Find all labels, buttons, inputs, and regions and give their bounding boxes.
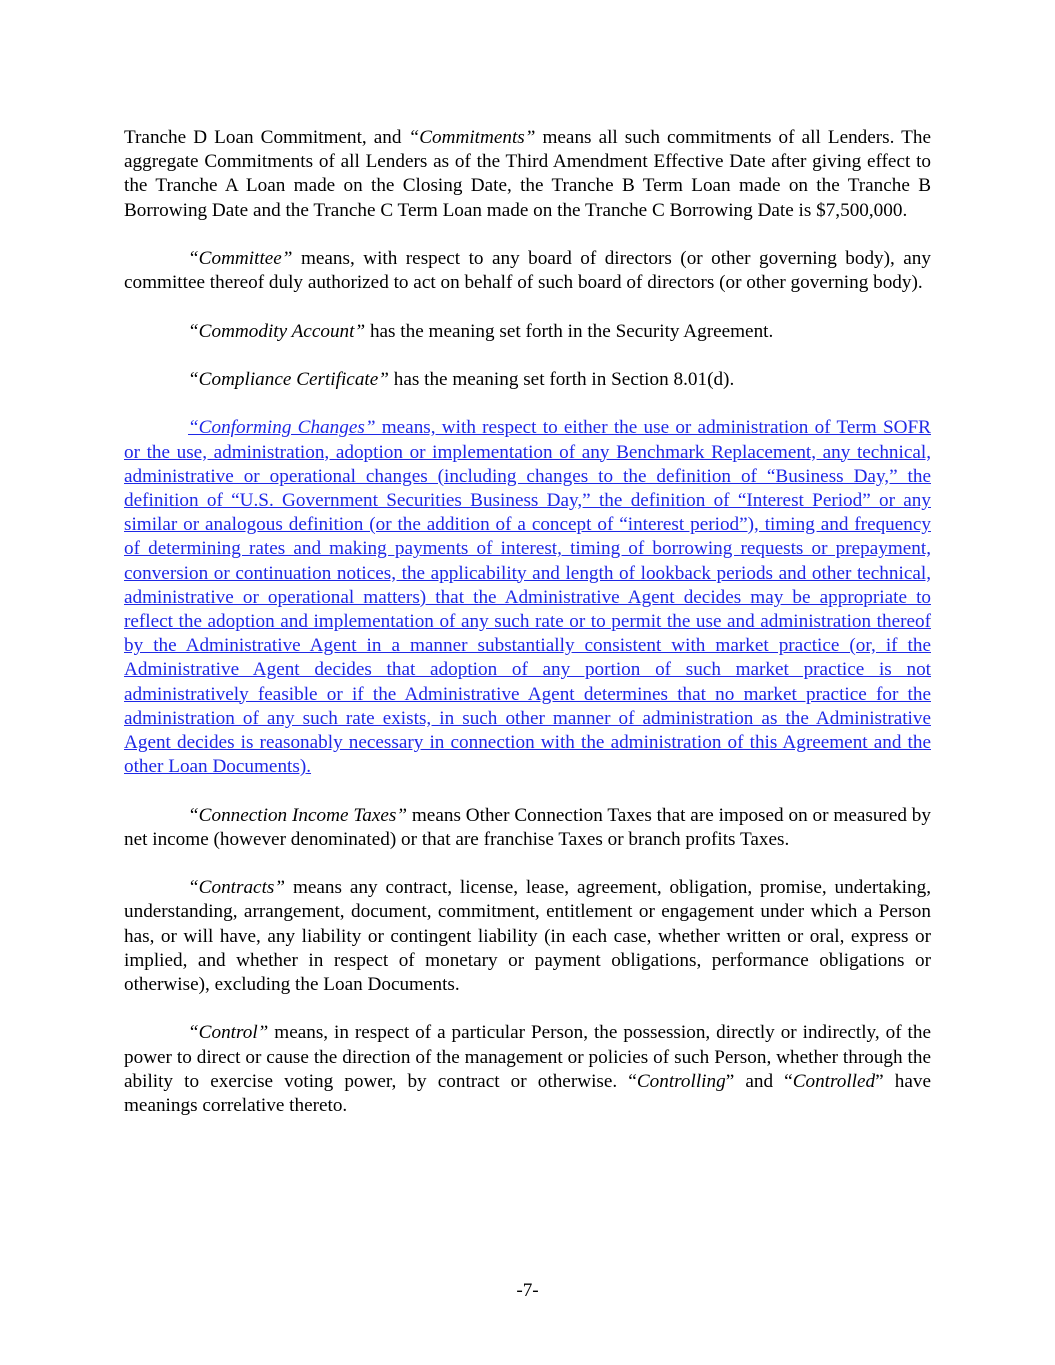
definition-text: means Other Connection Taxes that are imposed on or measured by net income (however denominated) or that are franchise Taxes or branch profits Taxes. [124,804,931,850]
defined-term: “Compliance Certificate” [188,368,389,390]
definition-text: ” have meanings correlative thereto. [124,1070,931,1117]
definition-text: has the meaning set forth in Section 8.01(d). [388,368,735,390]
page-number: -7- [516,1280,539,1301]
definition-contracts [124,876,931,997]
definition-text: means, with respect to any board of directors (or other governing body), any committee thereof duly authorized to act on behalf of such board of directors (or other governing body). [124,248,931,294]
definition-text: means, with respect to either the use or administration of Term SOFR or the use, administration, adoption or implementation of any Benchmark Replacement, any technical, administrative or operational changes (including changes to the definition of “Business Day,” the definition of “U.S. Government Securities Business Day,” the definition of “Interest Period” or any similar or analogous definition (or the addition of a concept of “interest period”), timing and frequency of determining rates and making payments of interest, timing of borrowing requests or prepayment, conversion or continuation notices, the applicability and length of lookback periods and other technical, administrative or operational matters) that the Administrative Agent decides may be appropriate to reflect the adoption and implementation of any such rate or to permit the use and administration thereof by the Administrative Agent in a manner substantially consistent with market practice (or, if the Administrative Agent decides that adoption of any portion of such market practice is not administratively feasible or if the Administrative Agent determines that no market practice for the administration of any such rate exists, in such other manner of administration as the Administrative Agent decides is reasonably necessary in connection with the administration of this Agreement and the other Loan Documents). [124,417,931,778]
definition-control [124,1021,931,1118]
definition-compliance-certificate [124,368,931,392]
definition-conforming-changes-inserted [124,416,931,779]
definition-committee [124,247,931,295]
defined-term: “Commodity Account” [188,320,366,342]
defined-term: “Commitments” [408,127,536,148]
defined-term: Controlled [792,1070,876,1092]
defined-term: “Control” [188,1022,269,1044]
document-body [124,126,931,1142]
defined-term: “Contracts” [188,877,286,899]
defined-term: “Connection Income Taxes” [188,804,408,826]
definition-text: has the meaning set forth in the Security Agreement. [365,320,774,342]
definition-text: means, in respect of a particular Person, the possession, directly or indirectly, of the power to direct or cause the direction of the management or policies of such Person, whether through the ability to exercise voting power, by contract or otherwise. “ [124,1022,931,1092]
paragraph-text: Tranche D Loan Commitment, and [124,127,409,148]
definition-text: means any contract, license, lease, agreement, obligation, promise, undertaking, understanding, arrangement, document, commitment, entitlement or engagement under which a Person has, or will have, any liability or contingent liability (in each case, whether written or oral, express or implied, and whether in respect of monetary or payment obligations, performance obligations or otherwise), excluding the Loan Documents. [124,877,931,996]
paragraph-text: means all such commitments of all Lenders. The aggregate Commitments of all Lenders as of the Third Amendment Effective Date after giving effect to the Tranche A Loan made on the Closing Date, the Tranche B Term Loan made on the Tranche B Borrowing Date and the Tranche C Term Loan made on the Tranche C Borrowing Date is $7,500,000. [124,127,931,221]
definition-commodity-account [124,320,931,344]
defined-term: Controlling [636,1070,726,1092]
defined-term: “Committee” [188,248,293,269]
definition-connection-income-taxes [124,804,931,852]
paragraph-commitments [124,126,931,223]
definition-text: ” and “ [725,1070,793,1092]
defined-term: “Conforming Changes” [188,417,376,439]
